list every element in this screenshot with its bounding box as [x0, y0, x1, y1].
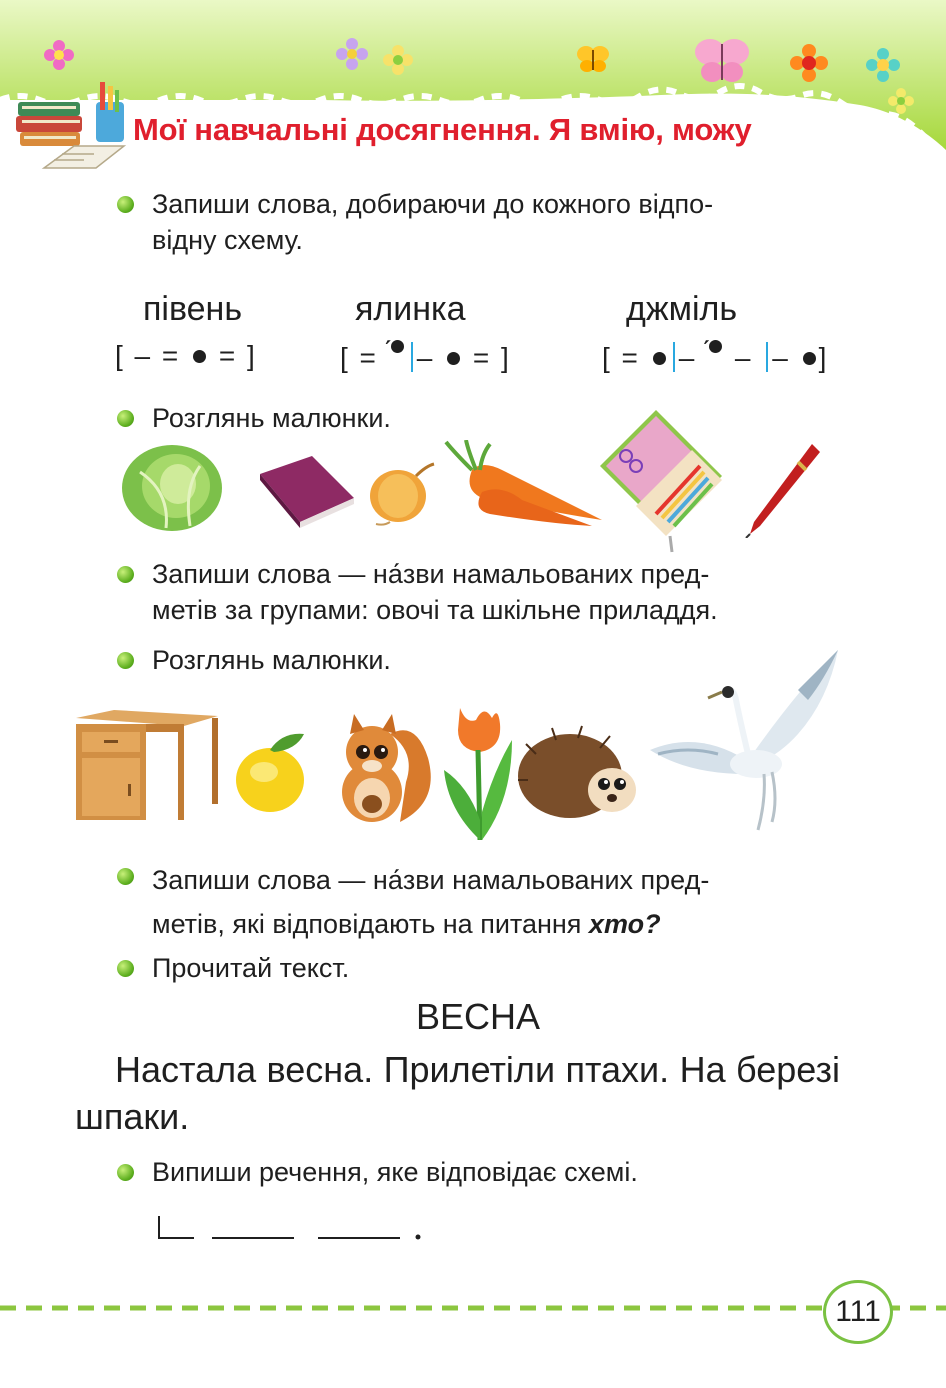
question-word: хто? [588, 909, 661, 939]
word-dzhmil: джміль [626, 290, 738, 328]
flower-icon [888, 88, 914, 114]
task-instruction [152, 1154, 638, 1190]
task-instruction [152, 556, 852, 628]
task-text-line: Прочитай текст. [152, 953, 350, 983]
bullet-icon [117, 196, 134, 213]
flower-icon [336, 38, 368, 70]
task-text-line: відну схему. [152, 225, 303, 255]
notebook-icon [256, 452, 356, 528]
crane-icon [648, 650, 844, 836]
bullet-icon [117, 410, 134, 427]
reading-title: ВЕСНА [415, 996, 541, 1037]
task-text-line: Розглянь малюнки. [152, 403, 391, 433]
reading-body: Настала весна. Прилетіли птахи. На березі шпаки. [75, 1049, 840, 1137]
task-instruction [152, 950, 349, 986]
page-number: 111 [823, 1280, 893, 1344]
section-title: Мої навчальні досягнення. Я вмію, можу [133, 112, 752, 147]
bullet-icon [117, 960, 134, 977]
footer-divider [0, 1305, 946, 1311]
task-instruction [152, 642, 391, 678]
butterfly-icon [694, 36, 750, 86]
pen-icon [744, 440, 824, 538]
task-text-line: Запиши слова — на́зви намальованих пред- [152, 559, 710, 589]
bullet-icon [117, 1164, 134, 1181]
onion-icon [366, 462, 436, 526]
carrot-icon [442, 440, 610, 526]
pencil-case-icon [596, 406, 726, 554]
task-instruction [152, 400, 391, 436]
desk-icon [74, 710, 220, 822]
hedgehog-icon [516, 724, 638, 822]
squirrel-icon [330, 712, 434, 826]
flower-icon [44, 40, 74, 70]
task-text-line: Запиши слова, добираючи до кожного відпо- [152, 189, 714, 219]
flower-icon [866, 48, 900, 82]
butterfly-icon [576, 44, 610, 74]
task-text-line: Випиши речення, яке відповідає схемі. [152, 1157, 638, 1187]
bullet-icon [117, 868, 134, 885]
sound-scheme-3: [ = – ́ – – ] [602, 340, 828, 374]
flower-icon [383, 45, 413, 75]
tulip-icon [438, 700, 518, 842]
task-text-line: метів за групами: овочі та шкільне приладдя. [152, 595, 718, 625]
word-piven: півень [143, 290, 243, 328]
lemon-icon [230, 730, 314, 816]
sentence-scheme [156, 1212, 436, 1246]
cabbage-icon [120, 442, 224, 532]
flower-icon [790, 44, 828, 82]
task-text-part: метів, які відповідають на питання [152, 909, 589, 939]
task-text-line: Розглянь малюнки. [152, 645, 391, 675]
sound-scheme-1: [ – = = ] [115, 340, 257, 371]
bullet-icon [117, 566, 134, 583]
task-instruction [152, 858, 852, 946]
bullet-icon [117, 652, 134, 669]
sound-scheme-2: [ = ́– = ] [340, 340, 511, 374]
task-text-line: Запиши слова — на́зви намальованих пред- [152, 865, 710, 895]
task-text-line [152, 902, 852, 946]
task-instruction [152, 186, 852, 258]
books-icon [14, 80, 128, 172]
word-yalynka: ялинка [355, 290, 466, 328]
